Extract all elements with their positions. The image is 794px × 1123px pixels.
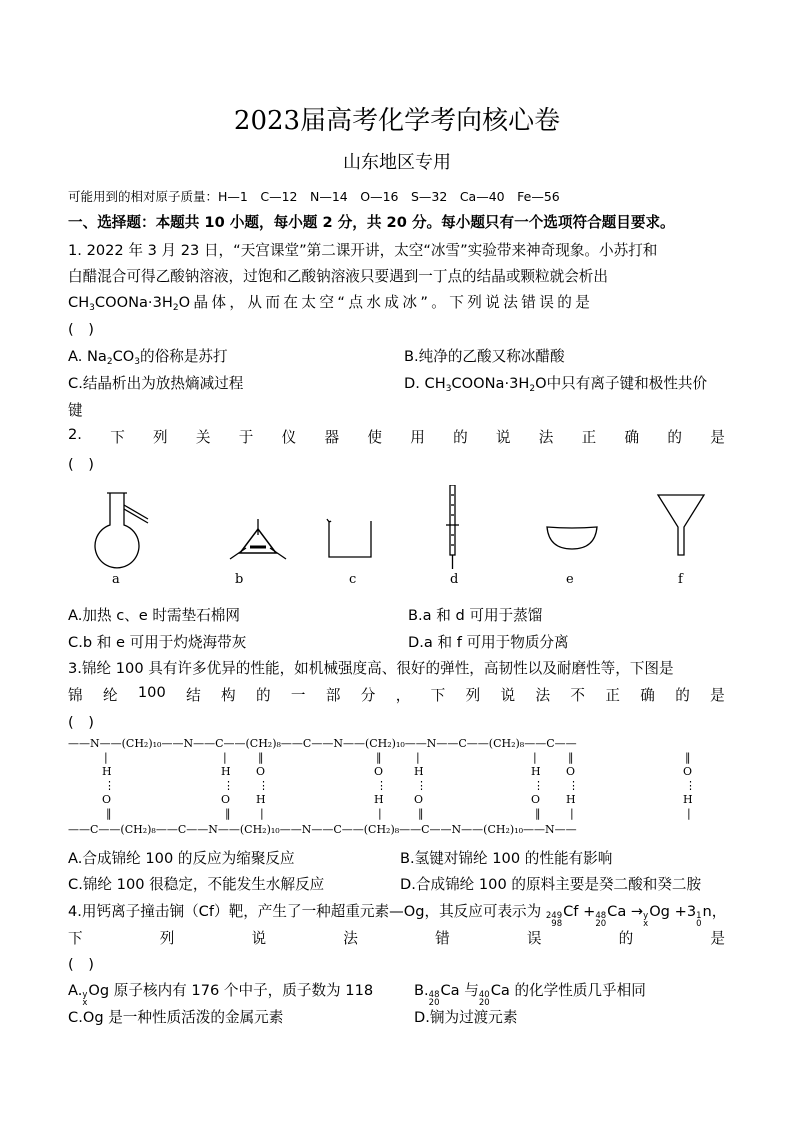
apparatus-label-a: a [112, 572, 120, 587]
svg-text:|: | [223, 751, 227, 764]
svg-text:|: | [104, 751, 108, 764]
svg-text:O: O [566, 765, 576, 778]
apparatus-label-f: f [678, 572, 683, 587]
q4-option-d: D.锎为过渡元素 [414, 1009, 518, 1026]
q3-option-d: D.合成锦纶 100 的原料主要是癸二酸和癸二胺 [400, 876, 702, 893]
q3-option-c: C.锦纶 100 很稳定，不能发生水解反应 [68, 876, 325, 893]
burette-icon [446, 485, 459, 569]
hydrogen-bond-links [102, 751, 696, 821]
svg-text:H: H [221, 765, 231, 778]
svg-text:O: O [221, 793, 231, 806]
svg-text:O: O [102, 793, 112, 806]
svg-text:|: | [260, 807, 264, 820]
q3-option-a: A.合成锦纶 100 的反应为缩聚反应 [68, 850, 295, 867]
apparatus-figure [80, 485, 730, 575]
q1-option-d: D. $CH_3COONa\cdot 3H_2O$中只有离子键和极性共价 [404, 375, 708, 394]
svg-text:O: O [256, 765, 266, 778]
q1-option-d-cont: 键 [68, 402, 83, 419]
q4-paren: ( ) [68, 956, 94, 973]
svg-text:|: | [378, 807, 382, 820]
svg-text:‖: ‖ [376, 751, 382, 764]
q1-option-b: B.纯净的乙酸又称冰醋酸 [404, 348, 565, 365]
svg-text:‖: ‖ [535, 807, 541, 820]
svg-text:O: O [531, 793, 541, 806]
svg-text:H: H [414, 765, 424, 778]
q4-option-c: C.Og 是一种性质活泼的金属元素 [68, 1009, 284, 1026]
q2-stem: 2. 下 列 关 于 仪 器 使 用 的 说 法 正 确 的 是 [68, 426, 725, 446]
svg-text:O: O [374, 765, 384, 778]
q2-option-d: D.a 和 f 可用于物质分离 [408, 634, 569, 651]
q2-paren: ( ) [68, 456, 94, 473]
svg-text:⋮: ⋮ [104, 779, 115, 792]
evaporating-dish-icon [547, 527, 597, 549]
q4-line1: 4.用钙离子撞击锎（Cf）靶，产生了一种超重元素—Og，其反应可表示为 249 98 Cf + 48 20 Ca → y x Og +3 1 0 n， [68, 903, 727, 929]
apparatus-label-c: c [349, 572, 357, 587]
svg-text:H: H [374, 793, 384, 806]
q2-option-a: A.加热 c、e 时需垫石棉网 [68, 607, 240, 624]
svg-text:⋮: ⋮ [568, 779, 579, 792]
svg-text:|: | [416, 751, 420, 764]
q2-option-c: C.b 和 e 可用于灼烧海带灰 [68, 634, 247, 651]
q3-stem2: 锦 纶 100 结 构 的 一 部 分 ， 下 列 说 法 不 正 确 的 是 [68, 684, 725, 704]
q2-option-b: B.a 和 d 可用于蒸馏 [408, 607, 543, 624]
svg-text:H: H [256, 793, 266, 806]
page-title: 2023届高考化学考向核心卷 [233, 106, 561, 136]
svg-text:O: O [414, 793, 424, 806]
svg-text:|: | [533, 751, 537, 764]
q1-line1: 1. 2022 年 3 月 23 日，“天宫课堂”第二课开讲，太空“冰雪”实验带来神奇现象。小苏打和 [68, 242, 658, 259]
beaker-icon [327, 519, 371, 557]
atomic-masses: 可能用到的相对原子质量：H—1 C—12 N—14 O—16 S—32 Ca—40 Fe—56 [68, 189, 560, 204]
svg-text:H: H [566, 793, 576, 806]
polymer-bottom-chain: ——C——(CH₂)₈——C——N——(CH₂)₁₀——N——C——(CH₂)₈——C——N——(CH₂)₁₀——N—— [68, 823, 577, 836]
apparatus-label-e: e [566, 572, 574, 587]
svg-text:O: O [683, 765, 693, 778]
svg-text:⋮: ⋮ [376, 779, 387, 792]
svg-text:‖: ‖ [106, 807, 112, 820]
q1-line3: $CH_3COONa\cdot 3H_2O$晶体，从而在太空“点水成冰”。下列说法错误的是 [68, 294, 594, 313]
svg-text:⋮: ⋮ [685, 779, 696, 792]
svg-text:H: H [531, 765, 541, 778]
q1-line2: 白醋混合可得乙酸钠溶液，过饱和乙酸钠溶液只要遇到一丁点的结晶或颗粒就会析出 [68, 268, 608, 285]
svg-text:‖: ‖ [418, 807, 424, 820]
q4-option-a: A. y x Og 原子核内有 176 个中子，质子数为 118 [68, 982, 374, 1008]
svg-text:H: H [683, 793, 693, 806]
svg-text:⋮: ⋮ [416, 779, 427, 792]
section-heading: 一、选择题：本题共 10 小题，每小题 2 分，共 20 分。每小题只有一个选项符合题目要求。 [68, 214, 675, 231]
svg-text:‖: ‖ [258, 751, 264, 764]
svg-text:‖: ‖ [568, 751, 574, 764]
q4-option-b: B. 48 20 Ca 与 40 20 Ca 的化学性质几乎相同 [414, 982, 646, 1008]
distillation-flask-icon [95, 493, 148, 568]
q3-line1: 3.锦纶 100 具有许多优异的性能，如机械强度高、很好的弹性，高韧性以及耐磨性等，下图是 [68, 660, 674, 677]
svg-text:⋮: ⋮ [533, 779, 544, 792]
clay-triangle-icon [230, 519, 286, 559]
q1-paren: ( ) [68, 321, 94, 338]
svg-text:⋮: ⋮ [223, 779, 234, 792]
apparatus-label-b: b [235, 572, 244, 587]
q3-paren: ( ) [68, 714, 94, 731]
svg-text:H: H [102, 765, 112, 778]
svg-text:⋮: ⋮ [258, 779, 269, 792]
svg-text:|: | [570, 807, 574, 820]
q4-stem2: 下 列 说 法 错 误 的 是 [68, 930, 725, 947]
apparatus-label-d: d [450, 572, 459, 587]
q1-option-c: C.结晶析出为放热熵减过程 [68, 375, 244, 392]
svg-text:|: | [687, 807, 691, 820]
q3-option-b: B.氢键对锦纶 100 的性能有影响 [400, 850, 613, 867]
page-subtitle: 山东地区专用 [343, 152, 451, 173]
svg-text:‖: ‖ [225, 807, 231, 820]
q1-option-a: A. $Na_2CO_3$的俗称是苏打 [68, 348, 228, 367]
funnel-icon [658, 495, 704, 555]
svg-text:‖: ‖ [685, 751, 691, 764]
polymer-top-chain: ——N——(CH₂)₁₀——N——C——(CH₂)₈——C——N——(CH₂)₁₀——N——C——(CH₂)₈——C—— [68, 737, 577, 750]
nylon-structure [68, 733, 728, 838]
